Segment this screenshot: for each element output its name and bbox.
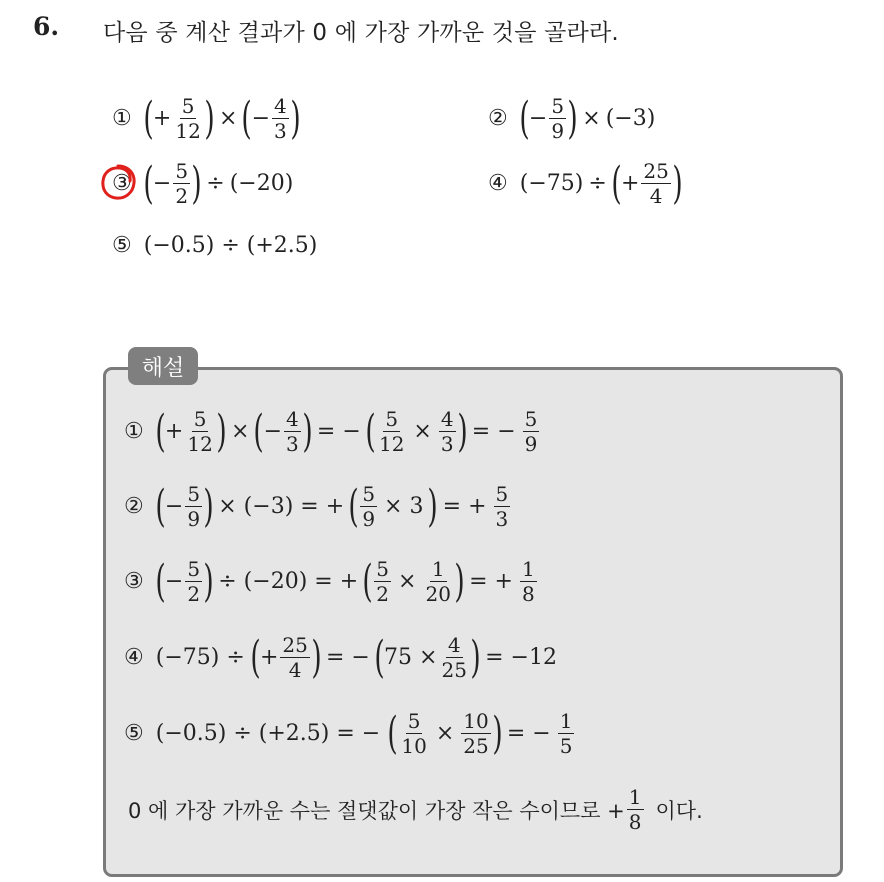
fraction bbox=[439, 634, 468, 681]
paren: ) bbox=[203, 480, 214, 532]
paren: ) bbox=[216, 405, 227, 457]
numerator: 1 bbox=[431, 557, 445, 581]
fraction bbox=[360, 483, 377, 530]
operand: (−3) bbox=[605, 106, 656, 131]
fraction bbox=[439, 408, 456, 455]
fraction bbox=[173, 160, 190, 207]
fraction bbox=[374, 558, 391, 605]
sign: − bbox=[164, 494, 184, 519]
paren: ( bbox=[519, 92, 530, 144]
denominator: 10 bbox=[401, 734, 427, 758]
fraction bbox=[523, 408, 540, 455]
operator: ÷ (−20) = + bbox=[218, 569, 359, 594]
choice-number: ⑤ bbox=[124, 721, 144, 746]
operator: × bbox=[398, 569, 417, 594]
fraction bbox=[423, 558, 452, 605]
operator: = + bbox=[442, 494, 487, 519]
paren: ( bbox=[143, 92, 154, 144]
numerator: 5 bbox=[495, 482, 509, 506]
operator: × (−3) = + bbox=[218, 494, 345, 519]
numerator: 1 bbox=[559, 709, 573, 733]
answer-mark-circle bbox=[98, 162, 138, 202]
numerator: 10 bbox=[463, 709, 489, 733]
question-number: 6. bbox=[33, 12, 60, 41]
choice-number: ② bbox=[124, 494, 144, 519]
fraction bbox=[185, 558, 202, 605]
paren: ) bbox=[311, 631, 322, 683]
sign: − bbox=[164, 569, 184, 594]
paren: ) bbox=[457, 405, 468, 457]
denominator: 8 bbox=[521, 582, 535, 606]
fraction bbox=[549, 95, 566, 142]
numerator: 5 bbox=[376, 557, 390, 581]
paren: ) bbox=[427, 480, 439, 532]
conclusion-end: 이다. bbox=[655, 798, 703, 823]
choice-number: ③ bbox=[124, 569, 144, 594]
denominator: 4 bbox=[288, 658, 302, 682]
paren: ( bbox=[348, 480, 359, 532]
paren: ( bbox=[250, 631, 261, 683]
numerator: 1 bbox=[521, 557, 535, 581]
choice-number: ① bbox=[124, 419, 144, 444]
fraction bbox=[494, 483, 511, 530]
numerator: 5 bbox=[551, 94, 565, 118]
fraction bbox=[558, 710, 575, 757]
fraction bbox=[377, 408, 406, 455]
operator: × bbox=[413, 419, 432, 444]
operand: (−0.5) ÷ (+2.5) = − bbox=[155, 721, 381, 746]
choice-5[interactable] bbox=[112, 233, 317, 258]
operator: × 3 bbox=[384, 494, 424, 519]
operand: 75 × bbox=[384, 645, 438, 670]
numerator: 5 bbox=[362, 482, 376, 506]
paren: ) bbox=[470, 631, 481, 683]
paren: ) bbox=[454, 555, 465, 607]
sign: − bbox=[152, 171, 172, 196]
operator: ÷ bbox=[588, 171, 607, 196]
denominator: 9 bbox=[187, 507, 201, 531]
solution-line-2 bbox=[124, 480, 512, 532]
choice-number: ④ bbox=[488, 171, 508, 196]
numerator: 5 bbox=[187, 482, 201, 506]
fraction bbox=[641, 160, 670, 207]
paren: ( bbox=[362, 555, 373, 607]
solution-line-1 bbox=[124, 405, 541, 457]
paren: ) bbox=[191, 157, 202, 209]
numerator: 25 bbox=[282, 633, 308, 657]
numerator: 4 bbox=[286, 407, 299, 431]
operator: ÷ bbox=[206, 171, 225, 196]
denominator: 12 bbox=[378, 432, 405, 456]
fraction bbox=[284, 408, 301, 455]
operator: = − bbox=[326, 645, 370, 670]
expression: (−0.5) ÷ (+2.5) bbox=[143, 233, 318, 258]
numerator: 5 bbox=[407, 709, 421, 733]
numerator: 5 bbox=[175, 159, 189, 183]
sign: − bbox=[528, 106, 548, 131]
solution-tab: 해설 bbox=[128, 347, 198, 385]
paren: ( bbox=[611, 157, 622, 209]
operator: × bbox=[230, 419, 250, 444]
fraction bbox=[185, 483, 202, 530]
operator: = − bbox=[316, 419, 361, 444]
paren: ) bbox=[290, 92, 301, 144]
operator: × bbox=[582, 106, 601, 131]
paren: ) bbox=[672, 157, 683, 209]
numerator: 5 bbox=[524, 407, 538, 431]
sign: − bbox=[263, 419, 283, 444]
numerator: 4 bbox=[274, 94, 287, 118]
denominator: 25 bbox=[441, 658, 467, 682]
fraction bbox=[280, 634, 309, 681]
paren: ( bbox=[365, 405, 376, 457]
sign: + bbox=[620, 171, 640, 196]
operand: (−75) ÷ bbox=[155, 645, 245, 670]
denominator: 12 bbox=[175, 119, 201, 143]
denominator: 3 bbox=[440, 432, 454, 456]
denominator: 3 bbox=[286, 432, 299, 456]
sign: + bbox=[164, 419, 184, 444]
denominator: 2 bbox=[187, 582, 201, 606]
choice-3[interactable] bbox=[112, 157, 294, 209]
choice-number: ④ bbox=[124, 645, 144, 670]
operator: = + bbox=[469, 569, 513, 594]
denominator: 2 bbox=[376, 582, 390, 606]
fraction bbox=[173, 95, 202, 142]
numerator: 5 bbox=[187, 557, 201, 581]
operand: (−75) bbox=[519, 171, 584, 196]
numerator: 4 bbox=[440, 407, 454, 431]
numerator: 5 bbox=[181, 94, 195, 118]
denominator: 9 bbox=[362, 507, 376, 531]
operator: × bbox=[435, 721, 455, 746]
solution-conclusion bbox=[128, 786, 703, 833]
denominator: 3 bbox=[274, 119, 287, 143]
paren: ( bbox=[155, 480, 166, 532]
choice-number: ⑤ bbox=[112, 233, 132, 258]
operand: (−20) bbox=[229, 171, 294, 196]
sign: + bbox=[152, 106, 172, 131]
fraction bbox=[461, 710, 490, 757]
paren: ) bbox=[204, 92, 215, 144]
paren: ) bbox=[567, 92, 578, 144]
numerator: 5 bbox=[193, 407, 207, 431]
paren: ( bbox=[387, 707, 398, 759]
conclusion-text: 0 에 가장 가까운 수는 절댓값이 가장 작은 수이므로 + bbox=[128, 798, 625, 823]
choice-number: ① bbox=[112, 106, 132, 131]
numerator: 25 bbox=[643, 159, 669, 183]
paren: ( bbox=[155, 405, 166, 457]
solution-line-5 bbox=[124, 707, 576, 759]
denominator: 5 bbox=[559, 734, 573, 758]
denominator: 2 bbox=[175, 184, 189, 208]
operator: = − bbox=[506, 721, 551, 746]
denominator: 8 bbox=[628, 810, 642, 834]
paren: ) bbox=[203, 555, 214, 607]
operator: = − bbox=[471, 419, 516, 444]
denominator: 9 bbox=[524, 432, 538, 456]
denominator: 3 bbox=[495, 507, 509, 531]
solution-line-3 bbox=[124, 555, 539, 607]
sign: + bbox=[259, 645, 279, 670]
denominator: 20 bbox=[425, 582, 451, 606]
fraction bbox=[399, 710, 428, 757]
fraction bbox=[272, 95, 289, 142]
solution-line-4 bbox=[124, 631, 562, 683]
fraction bbox=[627, 786, 644, 833]
fraction bbox=[185, 408, 214, 455]
choice-2[interactable] bbox=[488, 92, 656, 144]
paren: ( bbox=[143, 157, 154, 209]
choice-number: ② bbox=[488, 106, 508, 131]
choice-4[interactable] bbox=[488, 157, 683, 209]
paren: ( bbox=[374, 631, 385, 683]
paren: ( bbox=[155, 555, 166, 607]
choice-1[interactable] bbox=[112, 92, 301, 144]
sign: − bbox=[251, 106, 271, 131]
fraction bbox=[520, 558, 537, 605]
numerator: 1 bbox=[628, 785, 642, 809]
operator: = −12 bbox=[485, 645, 557, 670]
denominator: 9 bbox=[551, 119, 565, 143]
denominator: 25 bbox=[463, 734, 489, 758]
denominator: 4 bbox=[649, 184, 663, 208]
paren: ) bbox=[492, 707, 503, 759]
paren: ( bbox=[253, 405, 265, 457]
numerator: 4 bbox=[447, 633, 461, 657]
paren: ( bbox=[241, 92, 253, 144]
operator: × bbox=[218, 106, 238, 131]
denominator: 12 bbox=[187, 432, 213, 456]
choice-number: ③ bbox=[112, 171, 132, 196]
numerator: 5 bbox=[385, 407, 399, 431]
paren: ) bbox=[302, 405, 313, 457]
question-stem: 다음 중 계산 결과가 0 에 가장 가까운 것을 골라라. bbox=[103, 20, 619, 46]
